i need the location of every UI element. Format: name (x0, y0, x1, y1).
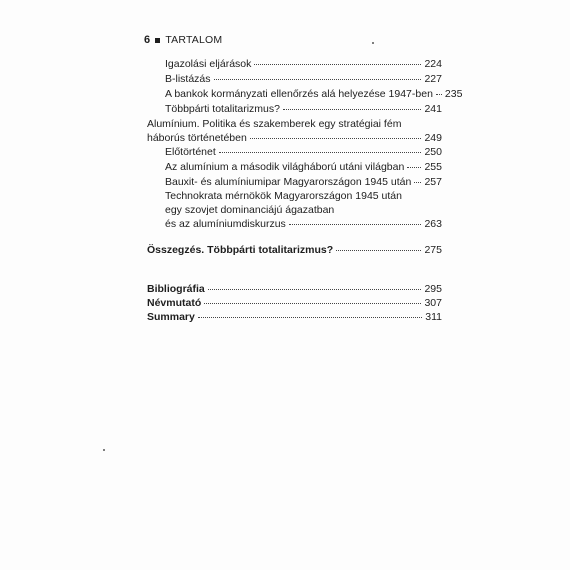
dot-leader (219, 152, 422, 153)
scan-speck (103, 449, 105, 451)
dot-leader (254, 64, 421, 65)
dot-leader (407, 167, 421, 168)
toc-entry: egy szovjet dominanciájú ágazatban (165, 204, 335, 216)
dot-leader (214, 79, 422, 80)
toc-entry: B-listázás 227 (165, 73, 442, 85)
dot-leader (204, 303, 421, 304)
toc-entry: Előtörténet 250 (165, 146, 442, 158)
page-number: 6 (144, 34, 151, 46)
toc-entry: Igazolási eljárások 224 (165, 58, 442, 70)
square-bullet-icon (155, 38, 160, 43)
dot-leader (250, 138, 422, 139)
toc-entry-summary: Summary 311 (147, 311, 442, 323)
running-header (144, 34, 222, 46)
toc-entry: Alumínium. Politika és szakemberek egy stratégiai fém (147, 118, 402, 130)
toc-entry: és az alumíniumdiskurzus 263 (165, 218, 442, 230)
header-title: TARTALOM (165, 34, 223, 46)
toc-entry-index: Névmutató 307 (147, 297, 442, 309)
dot-leader (283, 109, 422, 110)
toc-entry-conclusion: Összegzés. Többpárti totalitarizmus? 275 (147, 244, 442, 256)
toc-entry: Az alumínium a második világháború utáni világban 255 (165, 161, 442, 173)
dot-leader (289, 224, 422, 225)
dot-leader (198, 317, 422, 318)
toc-entry: háborús történetében 249 (147, 132, 442, 144)
dot-leader (436, 94, 442, 95)
toc-entry: A bankok kormányzati ellenőrzés alá helyezése 1947-ben 235 (165, 88, 463, 100)
toc-entry: Technokrata mérnökök Magyarországon 1945 után (165, 190, 402, 202)
scan-speck (372, 42, 374, 44)
dot-leader (208, 289, 422, 290)
dot-leader (414, 182, 421, 183)
toc-entry: Többpárti totalitarizmus? 241 (165, 103, 442, 115)
dot-leader (336, 250, 421, 251)
toc-entry: Bauxit- és alumíniumipar Magyarországon 1945 után 257 (165, 176, 442, 188)
toc-entry-bibliography: Bibliográfia 295 (147, 283, 442, 295)
